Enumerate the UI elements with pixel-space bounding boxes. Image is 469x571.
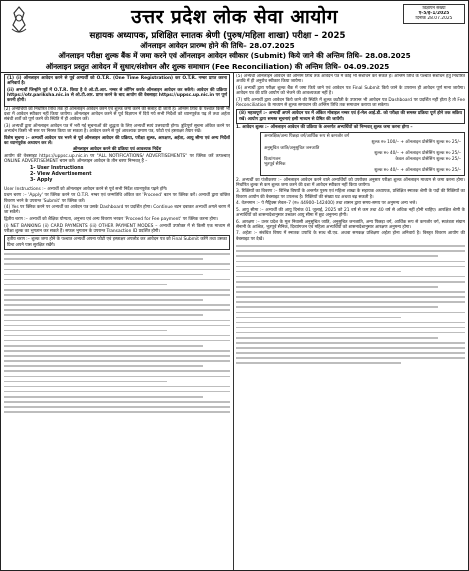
adv-number: ए–5/ई–1/2025: [418, 11, 450, 17]
text-lines-filler: [236, 245, 465, 364]
adv-label: विज्ञापन संख्या: [422, 6, 446, 11]
otr-para-1: (1) (i) ऑनलाइन आवेदन करने से पूर्व अभ्यर्थी को O.T.R. (One Time Registration) कर O.T.R. नम्बर प्राप्त करना अनिवार्य है।: [7, 76, 227, 87]
fee-submit-last-date: ऑनलाइन परीक्षा शुल्क बैंक में जमा करने एवं ऑनलाइन आवेदन स्वीकार (Submit) किये जाने की अन्तिम तिथि– 28.08.2025: [58, 51, 411, 60]
reservation-para: 6. आरक्षण :– उत्तर प्रदेश के मूल निवासी अनुसूचित जाति, अनुसूचित जनजाति, अन्य पिछड़ा वर्ग, आर्थिक रूप से कमजोर वर्ग, स्वतंत्रता संग्राम सेनानी के आश्रित, भूतपूर्व सैनिक, दिव्यांगजन एवं महिला अभ्यर्थियों को शासनादेशानुसार आरक्षण अनुमन्य होगा।: [236, 219, 465, 230]
first-stage-para: प्रथम चरण :– 'Apply' पर क्लिक करने पर O.T.R. नम्बर एवं जन्मतिथि अंकित कर 'Proceed' बटन पर क्लिक करें। अभ्यर्थी द्वारा वांछित विवरण भरने के उपरान्त 'Submit' पर क्लिक करें।: [4, 193, 230, 204]
final-submit-para: (6) अभ्यर्थी द्वारा परीक्षा शुल्क बैंक में जमा किये जाने एवं आवेदन पत्र Final Submit किये जाने के उपरान्त ही आवेदन पूर्ण माना जायेगा। आवेदन पत्र की प्रति आयोग को भेजने की आवश्यकता नहीं है।: [236, 85, 465, 96]
correction-para: (5) अभ्यर्थी ऑनलाइन आवेदन की अन्तिम तिथि तक आवेदन पत्र में कोई भी संशोधन कर सकते हैं। अन्तिम तिथि के पश्चात संशोधन हेतु निर्धारित अवधि में ही अनुरोध स्वीकार किया जायेगा।: [236, 74, 465, 85]
step-user-instructions: 1- User Instructions: [30, 165, 84, 171]
instruction-para-2: (2) अभ्यर्थियों को निर्धारित तिथि तक ही ऑनलाइन आवेदन करने एवं शुल्क जमा करने की सलाह दी जाती है। अन्तिम तिथि के पश्चात किसी भी दशा में आवेदन स्वीकार नहीं किया जायेगा। ऑनलाइन आवेदन करने से पूर्व विज्ञापन में दिये गये सभी निर्देशों को ध्यानपूर्वक पढ़ लें तथा अर्हता संबंधी शर्तों को पूर्ण करने की स्थिति में ही आवेदन करें।: [4, 106, 230, 123]
correction-last-date: ऑनलाइन प्रस्तुत आवेदन में सुधार/संशोधन और शुल्क समाधान (Fee Reconciliation) की अन्तिम तिथि– 04.09.2025: [45, 62, 390, 71]
user-instructions-para: User Instructions :– अभ्यर्थी को ऑनलाइन आवेदन करने से पूर्व सभी निर्देश ध्यानपूर्वक पढ़ने होंगे।: [4, 186, 168, 192]
fee-table: [260, 132, 465, 175]
fee-amount: शुल्क रु० 100/– + ऑनलाइन प्रोसेसिंग शुल्क रु० 25/–: [371, 140, 461, 145]
header-rule: [1, 72, 468, 73]
fee-reconciliation-para: (7) यदि अभ्यर्थी द्वारा आवेदन किये जाने की स्थिति में शुल्क कटौती के उपरान्त भी आवेदन पत्र Dashboard पर प्रदर्शित नहीं होता है तो Fee Reconciliation के माध्यम से शुल्क समाधान की अन्तिम तिथि तक समाधान कराया जा सकेगा।: [236, 97, 465, 108]
adv-date: दिनांक 28.07.2025: [415, 16, 453, 22]
third-stage-para: तृतीय चरण :– शुल्क जमा होने के पश्चात अभ्यर्थी अपना फोटो एवं हस्ताक्षर अपलोड कर आवेदन पत्र को Final Submit करेंगे तथा उसका प्रिन्ट अपने पास सुरक्षित रखेंगे।: [4, 235, 230, 249]
instruction-para-3: (3) अभ्यर्थी द्वारा ऑनलाइन आवेदन पत्र में भरी गई सूचनाओं की शुद्धता के लिए अभ्यर्थी स्वयं उत्तरदायी होगा। त्रुटिपूर्ण सूचना अंकित करने पर अभ्यर्थन किसी भी स्तर पर निरस्त किया जा सकता है। आवेदन करने से पूर्व आवश्यक प्रमाण पत्र, फोटो एवं हस्ताक्षर तैयार रखें।: [4, 123, 230, 134]
vacancy-para: 3. रिक्तियों का विवरण :– विभिन्न विषयों के अन्तर्गत पुरुष एवं महिला शाखा के सहायक अध्यापक, प्रशिक्षित स्नातक श्रेणी के पदों की रिक्तियों का विवरण आयोग की वेबसाइट पर उपलब्ध है। रिक्तियों की संख्या घट अथवा बढ़ सकती है।: [236, 189, 465, 200]
column-divider: [233, 73, 234, 570]
process-intro: आयोग की वेबसाइट https://uppsc.up.nic.in पर "ALL NOTIFICATIONS/ ADVERTISEMENTS" पर क्लिक करें तत्पश्चात् ONLINE ADVERTISEMENT चयन करें। ऑनलाइन आवेदन के तीन चरण निम्नवत् हैं –: [4, 154, 230, 165]
qualification-para: 7. अर्हता :– संबंधित विषय में स्नातक उपाधि के साथ बी.एड. अथवा समकक्ष प्रशिक्षण अर्हता होना अनिवार्य है। विस्तृत विवरण आयोग की वेबसाइट पर देखें।: [236, 231, 465, 242]
application-steps: [30, 166, 230, 185]
payment-modes-para: (i) NET BANKING (ii) CARD PAYMENTS (iii) OTHER PAYMENT MODES – अभ्यर्थी उपरोक्त में से किसी एक माध्यम से परीक्षा शुल्क का भुगतान कर सकते हैं। सफल भुगतान के उपरान्त Transaction ID प्रदर्शित होगी।: [4, 223, 230, 234]
registration-para: 2. अभ्यर्थी का पंजीकरण :– ऑनलाइन आवेदन करने वाले अभ्यर्थियों को उपरोक्त अनुसार परीक्षा शुल्क ऑनलाइन माध्यम से जमा करना होगा। निर्धारित शुल्क से कम शुल्क जमा करने की दशा में आवेदन स्वीकार नहीं किया जायेगा।: [236, 177, 465, 188]
fee-category: अनारक्षित/अन्य पिछड़ा वर्ग/आर्थिक रूप से कमजोर वर्ग: [264, 134, 350, 140]
fee-category: अनुसूचित जाति/अनुसूचित जनजाति: [264, 145, 320, 151]
important-notice: (8) महत्वपूर्ण :– अभ्यर्थी अपने आवेदन पत्र में अंकित मोबाइल नम्बर एवं ई-मेल आई.डी. को परीक्षा की समस्त प्रक्रिया पूर्ण होने तक सक्रिय रखें। आयोग द्वारा समस्त सूचनाएं इसी माध्यम से प्रेषित की जायेंगी।: [236, 109, 465, 123]
fee-amount: शुल्क रु० 40/– + ऑनलाइन प्रोसेसिंग शुल्क रु० 25/–: [374, 167, 461, 173]
pay-scale-para: 4. वेतनमान :– पे मैट्रिक्स लेवल–7 (रु० 44900–142400) तथा शासन द्वारा समय-समय पर अनुमन्य अन्य भत्ते।: [236, 201, 417, 207]
otr-para-2: (ii) अभ्यर्थी जिन्होंने पूर्व में O.T.R. किया है वे ओ.टी.आर. नम्बर से लॉगिन करके ऑनलाइन आवेदन कर सकेंगे। आवेदन की प्रक्रिया https://otr.pariksha.nic.in से ओ.टी.आर. प्राप्त करने के बाद आयोग की वेबसाइट https://uppsc.up.nic.in पर पूर्ण करनी होगी।: [7, 87, 227, 104]
step-view-advertisement: 2- View Advertisement: [30, 172, 92, 178]
fee-amount: शुल्क रु० 40/– + ऑनलाइन प्रोसेसिंग शुल्क रु० 25/–: [374, 151, 461, 157]
fee-amount: केवल ऑनलाइन प्रोसेसिंग शुल्क रु० 25/–: [395, 156, 461, 162]
second-stage-para: द्वितीय चरण :– अभ्यर्थी को शैक्षिक योग्यता, अनुभव एवं अन्य विवरण भरकर 'Proceed for Fee payment' पर क्लिक करना होगा।: [4, 217, 219, 223]
age-limit-para: 5. आयु सीमा :– अभ्यर्थी की आयु दिनांक 01 जुलाई, 2025 को 21 वर्ष से कम तथा 40 वर्ष से अधिक नहीं होनी चाहिए। आरक्षित श्रेणी के अभ्यर्थियों को शासनादेशानुसार उच्चतर आयु सीमा में छूट अनुमन्य होगी।: [236, 207, 465, 218]
step-apply: 3- Apply: [30, 178, 53, 184]
otr-notice-box: [4, 74, 230, 107]
fee-category: भूतपूर्व सैनिक: [264, 162, 286, 168]
fee-intro: 1. आवेदन शुल्क :– ऑनलाइन आवेदन की प्रक्रिया के अन्तर्गत अभ्यर्थियों को निम्नवत् शुल्क जमा करना होगा –: [236, 125, 413, 131]
fee-category: दिव्यांगजन: [264, 156, 281, 162]
application-start-date: ऑनलाइन आवेदन प्रारम्भ होने की तिथि– 28.07.2025: [140, 41, 295, 50]
right-column: [236, 74, 465, 568]
special-notice: विशेष सूचना :– अभ्यर्थी आवेदन पत्र भरने से पूर्व ऑनलाइन आवेदन की प्रक्रिया, परीक्षा शुल्क, आरक्षण, अर्हता, आयु सीमा एवं अन्य निर्देशों का ध्यानपूर्वक अध्ययन कर लें।: [4, 135, 230, 146]
left-column: [4, 74, 230, 568]
text-lines-filler: [4, 253, 230, 413]
commission-title: उत्तर प्रदेश लोक सेवा आयोग: [131, 6, 338, 28]
exam-name: सहायक अध्यापक, प्रशिक्षित स्नातक श्रेणी (पुरुष/महिला शाखा) परीक्षा – 2025: [89, 31, 346, 41]
dashboard-para: (4) Yes पर क्लिक करने पर अभ्यर्थी का आवेदन पत्र उसके Dashboard पर प्रदर्शित होगा। Continue बटन दबाकर अभ्यर्थी अगले चरण में जा सकेंगे।: [4, 205, 230, 216]
section-title-process: ऑनलाइन आवेदन करने की प्रक्रिया एवं आवश्यक निर्देश: [72, 147, 162, 153]
fee-row: [264, 168, 461, 174]
